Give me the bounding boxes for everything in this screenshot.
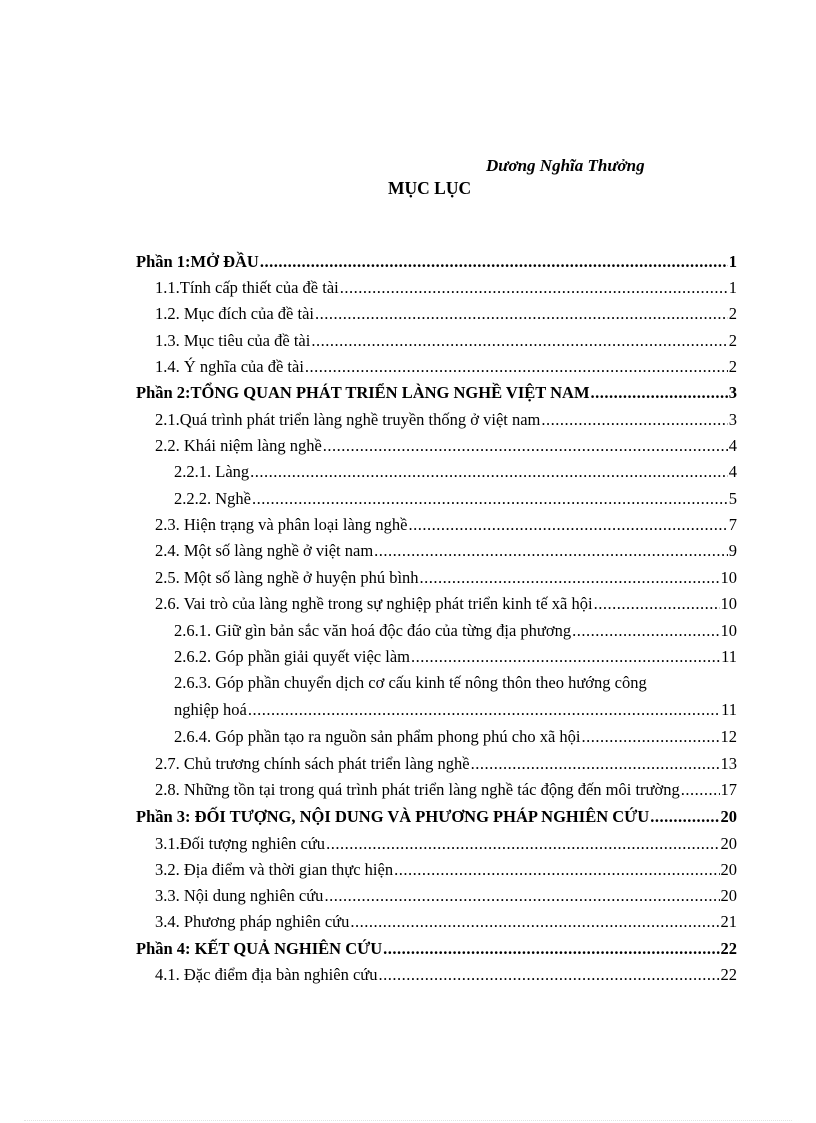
toc-leader-dots — [324, 886, 719, 906]
toc-page-number: 3 — [728, 383, 737, 402]
toc-entry[interactable] — [155, 357, 737, 383]
toc-entry[interactable] — [155, 780, 737, 806]
toc-entry[interactable] — [136, 252, 737, 278]
toc-page-number: 7 — [728, 515, 737, 534]
toc-entry[interactable] — [174, 462, 737, 488]
toc-page-number: 20 — [720, 834, 737, 853]
toc-page-number: 10 — [720, 568, 737, 587]
toc-entry[interactable] — [174, 727, 737, 753]
toc-entry-label: 3.1.Đối tượng nghiên cứu — [155, 834, 326, 853]
toc-entry-label: 2.1.Quá trình phát triển làng nghề truyền thống ở việt nam — [155, 410, 541, 429]
toc-page-number: 20 — [720, 860, 737, 879]
toc-entry-label: 2.7. Chủ trương chính sách phát triển làng nghề — [155, 754, 470, 773]
toc-leader-dots — [681, 780, 720, 800]
page-title: MỤC LỤC — [388, 178, 472, 198]
toc-entry-label: Phần 3: ĐỐI TƯỢNG, NỘI DUNG VÀ PHƯƠNG PHÁP NGHIÊN CỨU — [136, 807, 650, 826]
toc-leader-dots — [252, 489, 728, 509]
toc-entry[interactable] — [174, 489, 737, 515]
toc-leader-dots — [315, 304, 728, 324]
toc-leader-dots — [383, 939, 719, 959]
toc-entry[interactable] — [136, 807, 737, 833]
toc-entry-label: 1.4. Ý nghĩa của đề tài — [155, 357, 304, 376]
toc-page-number: 22 — [720, 965, 737, 984]
toc-page-number: 10 — [720, 594, 737, 613]
toc-page-number: 11 — [721, 647, 737, 666]
toc-entry-label: 1.1.Tính cấp thiết của đề tài — [155, 278, 339, 297]
toc-leader-dots — [411, 647, 720, 667]
author-name: Dương Nghĩa Thưởng — [486, 156, 645, 175]
toc-entry-label: 1.2. Mục đích của đề tài — [155, 304, 314, 323]
toc-entry[interactable] — [155, 304, 737, 330]
toc-page-number: 4 — [728, 436, 737, 455]
toc-entry[interactable] — [155, 886, 737, 912]
toc-entry-label: 2.4. Một số làng nghề ở việt nam — [155, 541, 374, 560]
toc-leader-dots — [340, 278, 728, 298]
toc-page-number: 20 — [720, 886, 737, 905]
toc-entry-label: 2.6.2. Góp phần giải quyết việc làm — [174, 647, 410, 666]
toc-leader-dots — [378, 965, 719, 985]
toc-entry[interactable] — [155, 965, 737, 991]
toc-page-number: 21 — [720, 912, 737, 931]
toc-leader-dots — [248, 700, 720, 720]
toc-entry[interactable] — [136, 939, 737, 965]
toc-entry[interactable] — [155, 515, 737, 541]
toc-entry[interactable] — [155, 860, 737, 886]
toc-entry-label: 3.2. Địa điểm và thời gian thực hiện — [155, 860, 394, 879]
toc-leader-dots — [572, 621, 719, 641]
toc-leader-dots — [323, 436, 728, 456]
toc-page-number: 4 — [728, 462, 737, 481]
toc-entry-label: 2.3. Hiện trạng và phân loại làng nghề — [155, 515, 408, 534]
toc-page-number: 1 — [728, 252, 737, 271]
toc-entry-label: 3.4. Phương pháp nghiên cứu — [155, 912, 350, 931]
toc-entry-continuation[interactable] — [174, 700, 737, 726]
toc-entry[interactable] — [174, 621, 737, 647]
toc-entry-label: Phần 1:MỞ ĐẦU — [136, 252, 259, 271]
toc-leader-dots — [408, 515, 727, 535]
toc-entry[interactable] — [155, 834, 737, 860]
toc-leader-dots — [591, 383, 728, 403]
toc-leader-dots — [581, 727, 719, 747]
toc-entry-label: Phần 2:TỔNG QUAN PHÁT TRIỂN LÀNG NGHỀ VIỆT NAM — [136, 383, 590, 402]
toc-page-number: 5 — [728, 489, 737, 508]
toc-page-number: 2 — [728, 304, 737, 323]
toc-entry-label: 3.3. Nội dung nghiên cứu — [155, 886, 324, 905]
toc-page-number: 2 — [728, 357, 737, 376]
page-bottom-divider — [24, 1120, 792, 1121]
toc-entry[interactable] — [155, 568, 737, 594]
toc-entry[interactable] — [174, 647, 737, 673]
toc-entry-label: 2.2. Khái niệm làng nghề — [155, 436, 322, 455]
toc-leader-dots — [594, 594, 720, 614]
toc-entry-label: 2.8. Những tồn tại trong quá trình phát triển làng nghề tác động đến môi trường — [155, 780, 680, 799]
toc-entry[interactable] — [155, 410, 737, 436]
toc-entry[interactable] — [136, 383, 737, 409]
toc-leader-dots — [394, 860, 719, 880]
toc-page-number: 13 — [720, 754, 737, 773]
toc-leader-dots — [250, 462, 728, 482]
toc-page-number: 2 — [728, 331, 737, 350]
toc-page-number: 20 — [720, 807, 737, 826]
toc-page-number: 11 — [721, 700, 737, 719]
toc-leader-dots — [541, 410, 727, 430]
toc-page-number: 1 — [728, 278, 737, 297]
toc-entry-label: Phần 4: KẾT QUẢ NGHIÊN CỨU — [136, 939, 383, 958]
toc-page-number: 10 — [720, 621, 737, 640]
toc-entry[interactable] — [155, 541, 737, 567]
toc-entry-label: 1.3. Mục tiêu của đề tài — [155, 331, 311, 350]
toc-entry[interactable] — [155, 278, 737, 304]
toc-entry[interactable] — [155, 754, 737, 780]
toc-leader-dots — [311, 331, 727, 351]
toc-entry-label: 2.6.4. Góp phần tạo ra nguồn sản phẩm phong phú cho xã hội — [174, 727, 581, 746]
toc-entry[interactable] — [174, 673, 737, 699]
toc-entry[interactable] — [155, 594, 737, 620]
toc-entry-label: 4.1. Đặc điểm địa bàn nghiên cứu — [155, 965, 378, 984]
toc-page-number: 22 — [720, 939, 737, 958]
toc-leader-dots — [326, 834, 719, 854]
toc-leader-dots — [650, 807, 719, 827]
toc-entry-label: nghiệp hoá — [174, 700, 247, 719]
toc-entry-label: 2.5. Một số làng nghề ở huyện phú bình — [155, 568, 419, 587]
toc-leader-dots — [420, 568, 720, 588]
toc-leader-dots — [305, 357, 728, 377]
toc-page-number: 17 — [720, 780, 737, 799]
toc-page-number: 3 — [728, 410, 737, 429]
toc-leader-dots — [350, 912, 719, 932]
toc-entry-label: 2.6.1. Giữ gìn bản sắc văn hoá độc đáo của từng địa phương — [174, 621, 572, 640]
toc-entry[interactable] — [155, 331, 737, 357]
toc-entry-label: 2.6.3. Góp phần chuyển dịch cơ cấu kinh tế nông thôn theo hướng công — [174, 673, 647, 692]
toc-entry[interactable] — [155, 912, 737, 938]
toc-leader-dots — [260, 252, 728, 272]
toc-entry[interactable] — [155, 436, 737, 462]
toc-leader-dots — [374, 541, 728, 561]
toc-page-number: 12 — [720, 727, 737, 746]
toc-leader-dots — [471, 754, 720, 774]
toc-entry-label: 2.2.1. Làng — [174, 462, 250, 481]
toc-entry-label: 2.6. Vai trò của làng nghề trong sự nghiệp phát triển kinh tế xã hội — [155, 594, 593, 613]
toc-page-number: 9 — [728, 541, 737, 560]
toc-entry-label: 2.2.2. Nghề — [174, 489, 251, 508]
